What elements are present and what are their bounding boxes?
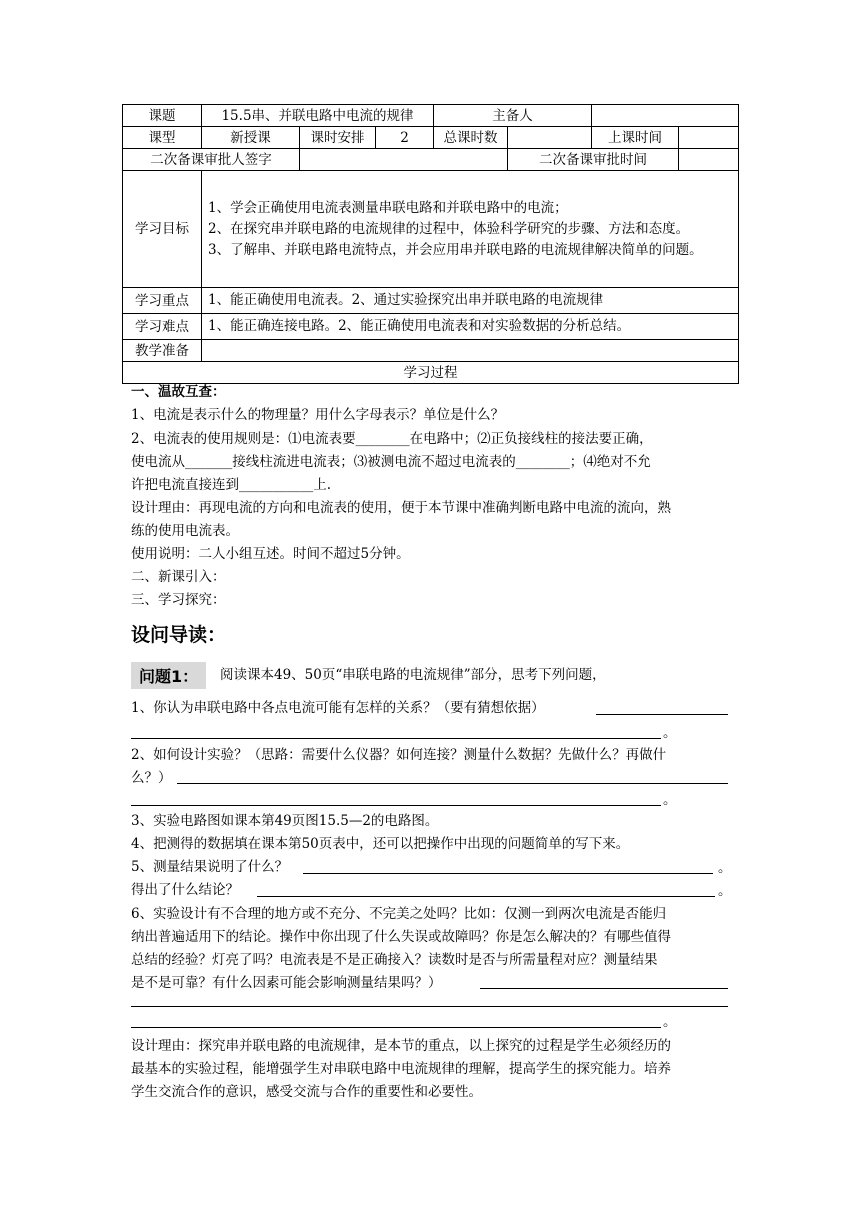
key-points-value: 1、能正确使用电流表。2、通过实验探究出串并联电路的电流规律 — [202, 288, 739, 314]
answer-line[interactable] — [177, 783, 728, 784]
guide-title: 设问导读： — [131, 624, 227, 646]
preparation-value — [202, 340, 739, 362]
review-question-2-line: 2、电流表的使用规则是：⑴电流表要________在电路中；⑵正负接线柱的接法要正确， — [131, 431, 653, 447]
usage-note: 使用说明：二人小组互述。时间不超过5分钟。 — [131, 546, 410, 562]
guide-item-6-line: 总结的经验？灯亮了吗？电流表是不是正确接入？读数时是否与所需量程对应？测量结果 — [131, 952, 658, 968]
schedule-label: 课时安排 — [300, 127, 376, 149]
guide-item-6-line: 纳出普遍适用下的结论。操作中你出现了什么失误或故障吗？你是怎么解决的？有哪些值得 — [131, 929, 671, 945]
total-hours-label: 总课时数 — [434, 127, 508, 149]
schedule-value: 2 — [376, 127, 434, 149]
approver-value — [300, 149, 508, 171]
period-mark: 。 — [718, 883, 732, 899]
class-time-value — [679, 127, 739, 149]
guide-item-5-line: 5、测量结果说明了什么？ — [131, 859, 289, 875]
topic-label: 课题 — [123, 105, 202, 127]
period-mark: 。 — [663, 725, 677, 741]
approver-label: 二次备课审批人签字 — [123, 149, 300, 171]
goals-cell — [202, 171, 739, 288]
review-question-2-line: 许把电流直接连到___________上. — [131, 477, 332, 493]
approve-time-value — [679, 149, 739, 171]
answer-line[interactable] — [131, 1006, 728, 1007]
design-reason-line: 设计理由：再现电流的方向和电流表的使用，便于本节课中准确判断电路中电流的流向，熟 — [131, 500, 671, 516]
preparer-value — [592, 105, 739, 127]
guide-item-5-line: 得出了什么结论？ — [131, 882, 239, 898]
goal-item: 1、学会正确使用电流表测量串联电路和并联电路中的电流； — [208, 199, 568, 216]
answer-line[interactable] — [131, 805, 661, 806]
design-reason-line: 最基本的实验过程，能增强学生对串联电路中电流规律的理解，提高学生的探究能力。培养 — [131, 1061, 671, 1077]
type-label: 课型 — [123, 127, 202, 149]
new-lesson-intro-heading: 二、新课引入： — [131, 569, 226, 585]
goal-item: 2、在探究串并联电路的电流规律的过程中，体验科学研究的步骤、方法和态度。 — [208, 220, 690, 237]
answer-line[interactable] — [303, 873, 713, 874]
period-mark: 。 — [663, 792, 677, 808]
goals-label: 学习目标 — [123, 171, 202, 288]
topic-value: 15.5串、并联电路中电流的规律 — [202, 105, 434, 127]
answer-line[interactable] — [596, 714, 728, 715]
key-points-label: 学习重点 — [123, 288, 202, 314]
class-time-label: 上课时间 — [592, 127, 679, 149]
question-1-text: 阅读课本49、50页“串联电路的电流规律”部分，思考下列问题， — [220, 667, 606, 683]
question-1-label: 问题1： — [131, 662, 206, 689]
preparer-label: 主备人 — [434, 105, 592, 127]
answer-line[interactable] — [257, 896, 715, 897]
answer-line[interactable] — [131, 1027, 661, 1028]
review-question-2-line: 使电流从_______接线柱流进电流表；⑶被测电流不超过电流表的________；⑷绝对不允 — [131, 454, 651, 470]
guide-item-2-line: 2、如何设计实验？（思路：需要什么仪器？如何连接？测量什么数据？先做什么？再做什 — [131, 747, 667, 763]
review-question-1: 1、电流是表示什么的物理量？用什么字母表示？单位是什么？ — [131, 407, 505, 423]
guide-item-6-line: 6、实验设计有不合理的地方或不充分、不完美之处吗？比如：仅测一到两次电流是否能归 — [131, 906, 667, 922]
type-value: 新授课 — [202, 127, 300, 149]
design-reason-line: 练的使用电流表。 — [131, 523, 239, 539]
period-mark: 。 — [718, 860, 732, 876]
design-reason-line: 设计理由：探究串并联电路的电流规律，是本节的重点，以上探究的过程是学生必须经历的 — [131, 1038, 671, 1054]
difficulties-label: 学习难点 — [123, 314, 202, 340]
review-title: 一、温故互查： — [131, 384, 226, 400]
guide-item-3: 3、实验电路图如课本第49页图15.5—2的电路图。 — [131, 813, 439, 829]
answer-line[interactable] — [480, 988, 728, 989]
preparation-label: 教学准备 — [123, 340, 202, 362]
answer-line[interactable] — [131, 738, 661, 739]
learning-process-header: 学习过程 — [123, 362, 739, 384]
total-hours-value — [508, 127, 592, 149]
design-reason-line: 学生交流合作的意识，感受交流与合作的重要性和必要性。 — [131, 1084, 482, 1100]
lesson-info-table — [122, 104, 739, 384]
guide-item-6-line: 是不是可靠？有什么因素可能会影响测量结果吗？） — [131, 975, 442, 991]
study-explore-heading: 三、学习探究： — [131, 592, 226, 608]
guide-item-1: 1、你认为串联电路中各点电流可能有怎样的关系？（要有猜想依据） — [131, 700, 545, 716]
guide-item-4: 4、把测得的数据填在课本第50页表中，还可以把操作中出现的问题简单的写下来。 — [131, 836, 630, 852]
approve-time-label: 二次备课审批时间 — [508, 149, 679, 171]
difficulties-value: 1、能正确连接电路。2、能正确使用电流表和对实验数据的分析总结。 — [202, 314, 739, 340]
goal-item: 3、了解串、并联电路电流特点，并会应用串并联电路的电流规律解决简单的问题。 — [208, 241, 703, 258]
guide-item-2-line: 么？） — [131, 770, 172, 786]
period-mark: 。 — [663, 1014, 677, 1030]
